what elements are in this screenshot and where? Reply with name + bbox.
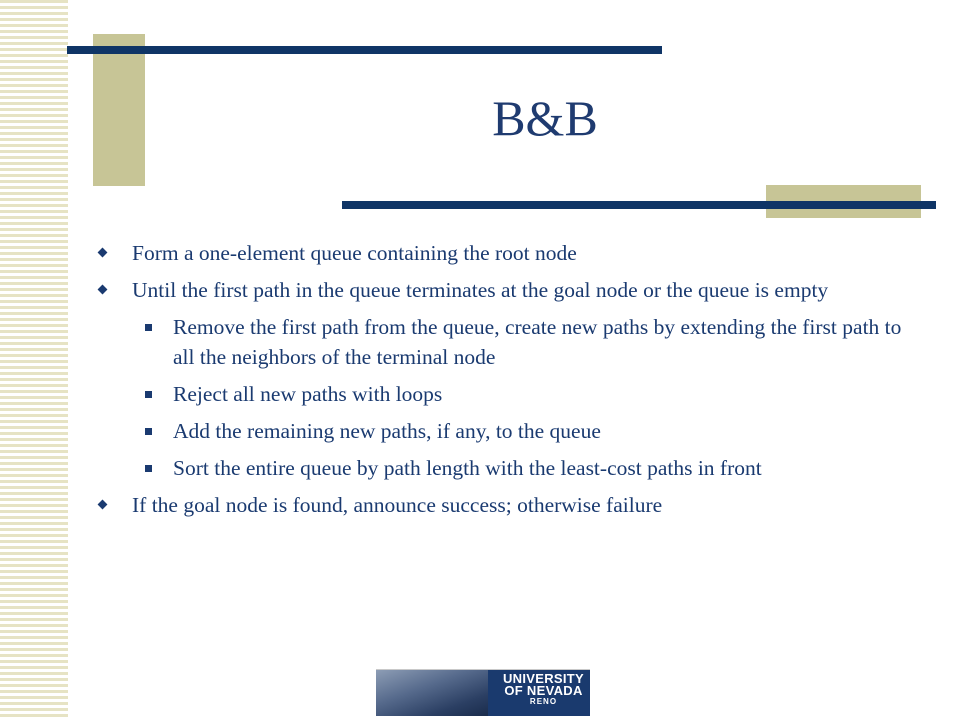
left-stripe-decoration (0, 0, 68, 720)
sub-bullet-item (96, 416, 926, 446)
diamond-bullet-icon (98, 285, 108, 295)
square-bullet-icon (145, 324, 152, 331)
bullet-item (96, 238, 926, 268)
bullet-item (96, 490, 926, 520)
square-bullet-icon (145, 391, 152, 398)
navy-accent-bar-bottom (342, 201, 936, 209)
logo-line-3: RENO (529, 697, 558, 706)
logo-line-2: OF NEVADA (504, 683, 583, 698)
bullet-text: If the goal node is found, announce success; otherwise failure (132, 493, 663, 517)
slide-title: B&B (492, 90, 598, 146)
sub-bullet-item (96, 379, 926, 409)
sub-bullet-text: Sort the entire queue by path length with the least-cost paths in front (173, 456, 762, 480)
university-logo (376, 669, 590, 716)
sub-bullet-item (96, 453, 926, 483)
sub-bullet-text: Reject all new paths with loops (173, 382, 443, 406)
navy-accent-bar-top (67, 46, 662, 54)
olive-accent-block-left (93, 34, 145, 186)
logo-wordmark (503, 673, 584, 707)
bullet-text: Until the first path in the queue terminates at the goal node or the queue is empty (132, 278, 829, 302)
diamond-bullet-icon (98, 500, 108, 510)
diamond-bullet-icon (98, 248, 108, 258)
sub-bullet-text: Add the remaining new paths, if any, to the queue (173, 419, 601, 443)
slide-body (96, 238, 926, 527)
sub-bullet-text: Remove the first path from the queue, create new paths by extending the first path to all the neighbors of the terminal node (173, 315, 902, 369)
sub-bullet-item (96, 312, 926, 372)
bullet-item (96, 275, 926, 305)
logo-line-1: UNIVERSITY (502, 671, 584, 686)
square-bullet-icon (145, 465, 152, 472)
bullet-text: Form a one-element queue containing the root node (132, 241, 577, 265)
campus-photo-image (376, 670, 488, 716)
square-bullet-icon (145, 428, 152, 435)
